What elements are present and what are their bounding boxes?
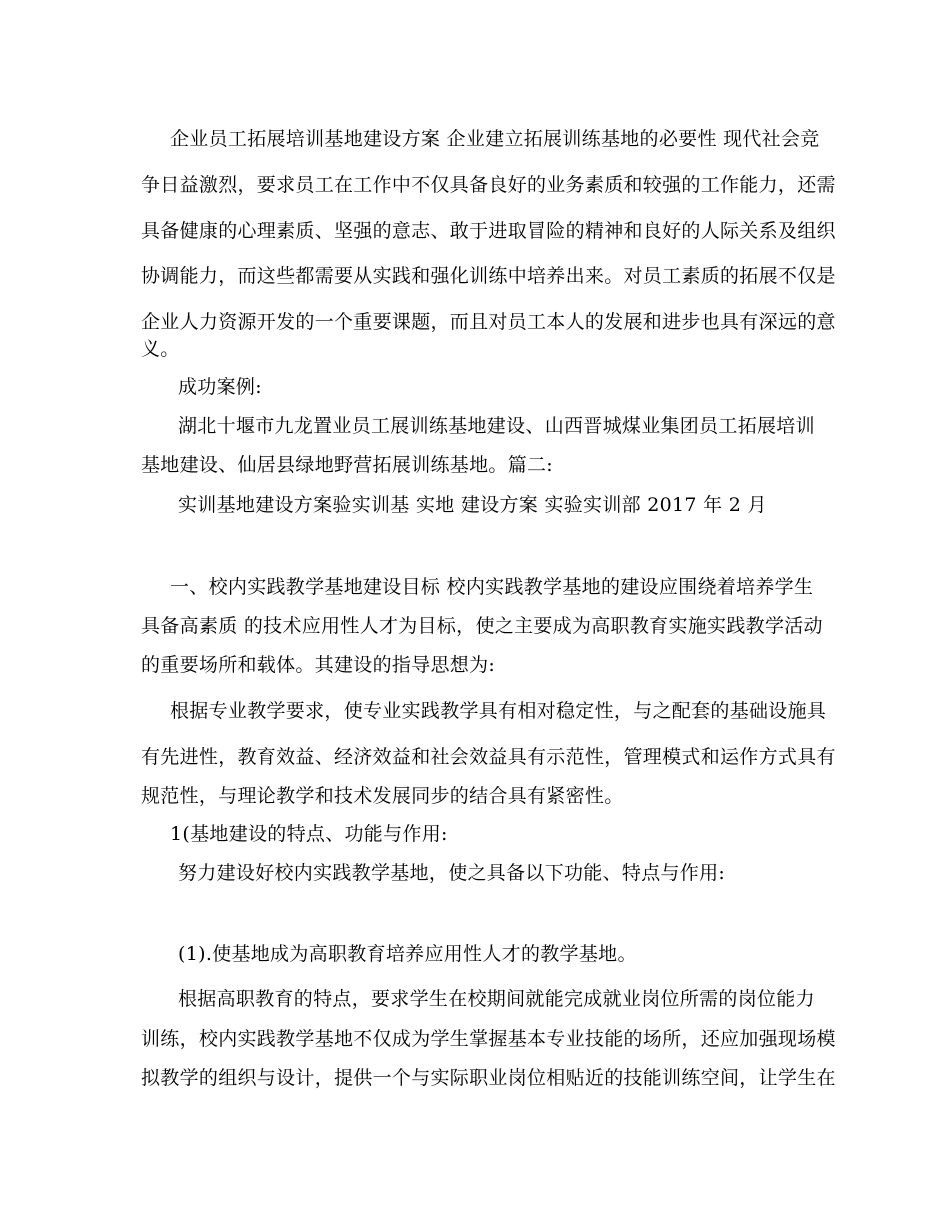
text-line: 协调能力，而这些都需要从实践和强化训练中培养出来。对员工素质的拓展不仅是	[141, 265, 836, 287]
text-line: (1).使基地成为高职教育培养应用性人才的教学基地。	[178, 943, 637, 965]
text-line: 实训基地建设方案验实训基 实地 建设方案 实验实训部 2017 年 2 月	[178, 494, 767, 516]
text-line: 有先进性，教育效益、经济效益和社会效益具有示范性，管理模式和运作方式具有	[141, 746, 836, 768]
text-line: 的重要场所和载体。其建设的指导思想为:	[141, 654, 496, 676]
text-line: 根据高职教育的特点，要求学生在校期间就能完成就业岗位所需的岗位能力	[178, 988, 815, 1010]
text-line: 争日益激烈，要求员工在工作中不仅具备良好的业务素质和较强的工作能力，还需	[141, 174, 836, 196]
text-line: 义。	[141, 338, 180, 360]
text-line: 规范性，与理论教学和技术发展同步的结合具有紧密性。	[141, 785, 624, 807]
text-line: 1(基地建设的特点、功能与作用:	[170, 823, 448, 845]
text-line: 湖北十堰市九龙置业员工展训练基地建设、山西晋城煤业集团员工拓展培训	[178, 415, 815, 437]
text-line: 基地建设、仙居县绿地野营拓展训练基地。篇二:	[141, 454, 554, 476]
text-line: 企业员工拓展培训基地建设方案 企业建立拓展训练基地的必要性 现代社会竞	[170, 128, 820, 150]
text-line: 成功案例:	[178, 376, 262, 398]
text-line: 训练，校内实践教学基地不仅成为学生掌握基本专业技能的场所，还应加强现场模	[141, 1028, 836, 1050]
text-line: 一、校内实践教学基地建设目标 校内实践教学基地的建设应围绕着培养学生	[170, 576, 814, 598]
text-line: 根据专业教学要求，使专业实践教学具有相对稳定性，与之配套的基础设施具	[170, 700, 827, 722]
text-line: 拟教学的组织与设计，提供一个与实际职业岗位相贴近的技能训练空间，让学生在	[141, 1067, 836, 1089]
text-line: 努力建设好校内实践教学基地，使之具备以下功能、特点与作用:	[178, 862, 726, 884]
text-line: 企业人力资源开发的一个重要课题，而且对员工本人的发展和进步也具有深远的意	[141, 311, 836, 333]
text-line: 具备高素质 的技术应用性人才为目标，使之主要成为高职教育实施实践教学活动	[141, 615, 823, 637]
text-line: 具备健康的心理素质、坚强的意志、敢于进取冒险的精神和良好的人际关系及组织	[141, 220, 836, 242]
